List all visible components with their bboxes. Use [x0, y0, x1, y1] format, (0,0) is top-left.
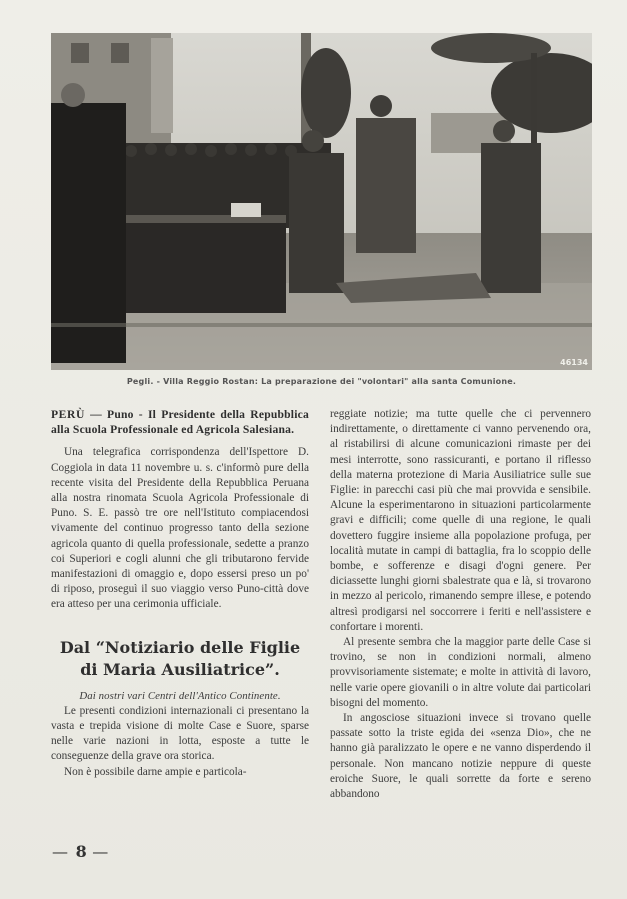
right-paragraph-1: reggiate notizie; ma tutte quelle che ci pervennero indirettamente, o direttamente ci vanno pervenendo ora, al ristabilirsi di alcune comunicazioni rimaste per dei mesi interrotte, sono rassicuranti, e portano il riflesso della materna protezione di Maria Ausiliatrice sulle sue Figlie: in parecchi casi più che mai provvida e sensibile. Alcune la esperimentarono in situazioni particolarmente gravi e difficili; come quelle di una regione, le quali dovettero fuggire insieme alla popolazione profuga, per località mutate in campi di battaglia, fra lo scoppio delle bombe, e sofferenze e disagi d'ogni genere. Per diciassette lunghi giorni sbalestrate qua e là, si trovarono in mezzo al pericolo, rimanendo sempre illese, e potendo altresì prodigarsi nel soccorrere i feriti e nell'assistere e confortare i morenti.: [330, 408, 591, 633]
photo-corner-mark: 46134: [560, 358, 588, 367]
section-subtitle: Dai nostri vari Centri dell'Antico Continente.: [79, 689, 281, 702]
page-number-value: 8: [75, 842, 87, 861]
photo-illustration: [51, 33, 592, 370]
section-paragraph-1: Le presenti condizioni internazionali ci presentano la vasta e trepida visione di molte Case e Suore, sparse nelle varie nazioni in lotta, esposte a tutte le conseguenze della grave ora storica.: [51, 704, 309, 763]
right-column: [330, 407, 591, 802]
photo-caption: Pegli. - Villa Reggio Rostan: La preparazione dei "volontari" alla santa Comunione.: [126, 377, 517, 386]
photograph: [51, 33, 592, 370]
article-headline: [51, 407, 309, 437]
section-title-line-1: Dal “Notiziario delle Figlie: [59, 637, 301, 657]
left-column: [51, 407, 309, 780]
section-title-line-2: di Maria Ausiliatrice”.: [80, 659, 280, 679]
page-number-dash-left: —: [52, 842, 70, 861]
page-number-dash-right: —: [92, 842, 111, 861]
page-number: [52, 842, 110, 861]
right-paragraph-2: Al presente sembra che la maggior parte delle Case si trovino, se non in condizioni normali, almeno provvisoriamente sistemate; e molte in attività di lavoro, nelle varie opere giovanili o in altre volute dai particolari bisogni del momento.: [330, 636, 591, 709]
article-paragraph-1: Una telegrafica corrispondenza dell'Ispettore D. Coggiola in data 11 novembre u. s. c'informò pure della recente visita del Presidente della Repubblica Peruana alla nostra rinomata Scuola Agricola Professionale di Puno. S. E. passò tre ore nell'Istituto compiacendosi vivamente del continuo progresso tanto della sezione agricola quanto di quella professionale, sedette a pranzo coi Superiori e cogli alunni che gli tributarono fervide manifestazioni di omaggio e, dopo essersi preso un po' di riposo, proseguì il suo viaggio verso Puno-città dove era atteso per una cerimonia ufficiale.: [51, 446, 309, 611]
section-title: [51, 637, 309, 681]
right-paragraph-3: In angosciose situazioni invece si trovano quelle passate sotto la triste egida dei «senza Dio», che ne hanno già paralizzato le opere e ne vanno disperdendo il personale. Non mancano notizie neppure di queste eroiche Suore, le quali sorrette da forte e sereno abbandono: [330, 712, 591, 801]
headline-place: PERÙ: [51, 408, 85, 421]
headline-text: — Puno - Il Presidente della Repubblica alla Scuola Professionale ed Agricola Salesiana.: [51, 408, 309, 437]
section-paragraph-2: Non è possibile darne ampie e particola-: [64, 765, 247, 778]
